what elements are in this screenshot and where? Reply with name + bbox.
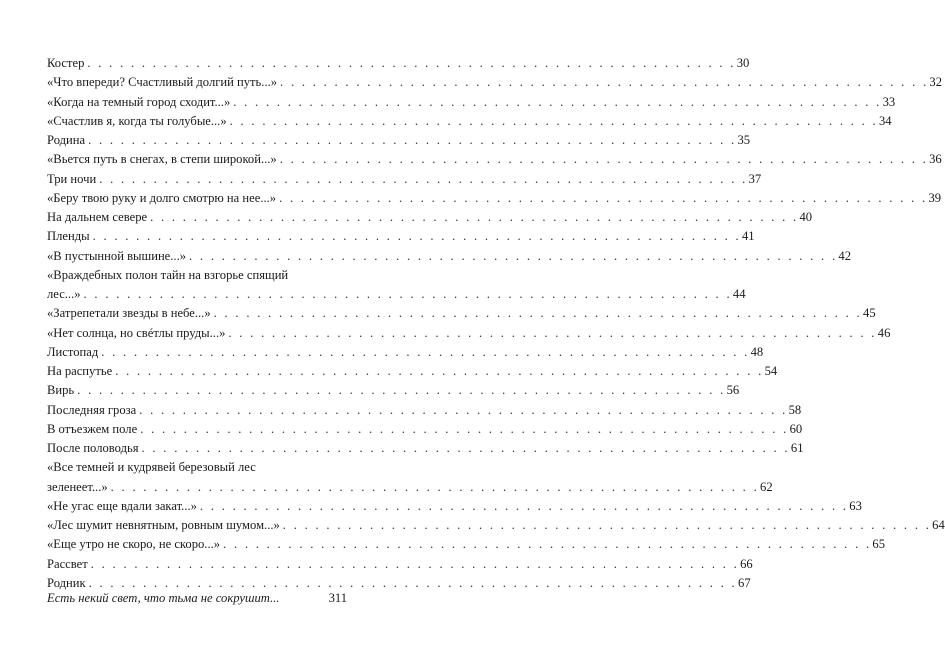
toc-entry-title: «Счастлив я, когда ты голубые...» — [47, 113, 227, 128]
toc-entry-page: 41 — [741, 229, 755, 244]
toc-entry-title: «Не угас еще вдали закат...» — [47, 498, 197, 513]
toc-entry — [47, 439, 804, 458]
toc-entry — [47, 208, 813, 227]
toc-entry — [47, 555, 753, 574]
toc-entry-page: 58 — [788, 402, 802, 417]
toc-entry-page: 54 — [764, 364, 778, 378]
toc-entry-page: 40 — [799, 210, 813, 224]
toc-entry — [47, 247, 851, 266]
toc-entry-page: 42 — [838, 248, 851, 263]
toc-entry-page: 34 — [879, 113, 892, 128]
toc-entry-page: 67 — [738, 575, 751, 590]
dot-leader: . . . . . . . . . . . . . . . . . . . . . . . . . . . . . . . . . . . . . . . . . . . . . . . . . . . . . . . . . . . . — [90, 556, 740, 571]
toc-entry-title: «Что впереди? Счастливый долгий путь...» — [47, 75, 278, 90]
toc-entry — [47, 362, 778, 381]
dot-leader: . . . . . . . . . . . . . . . . . . . . . . . . . . . . . . . . . . . . . . . . . . . . . . . . . . . . . . . . . . . . — [77, 383, 726, 398]
toc-entry — [47, 516, 945, 535]
toc-entry-title: зеленеет...» — [47, 479, 108, 494]
toc-entry — [47, 343, 764, 362]
toc-entry-title: «В пустынной вышине...» — [47, 248, 187, 263]
dot-leader: . . . . . . . . . . . . . . . . . . . . . . . . . . . . . . . . . . . . . . . . . . . . . . . . . . . . . . . . . . . . — [150, 210, 799, 224]
toc-entry — [47, 227, 755, 246]
toc-entry — [47, 170, 762, 189]
toc-entry — [47, 324, 891, 343]
toc-entry-title: Костер — [47, 56, 85, 70]
toc-entry-title: «Все темней и кудрявей березовый лес — [47, 460, 256, 475]
toc-entry-page: 45 — [863, 306, 876, 321]
toc-entry-title: «Когда на темный город сходит...» — [47, 94, 231, 109]
toc-entry-title: «Лес шумит невнятным, ровным шумом...» — [47, 518, 280, 532]
toc-entry-title: «Беру твою руку и долго смотрю на нее...» — [47, 190, 277, 205]
toc-entry — [47, 54, 750, 73]
dot-leader: . . . . . . . . . . . . . . . . . . . . . . . . . . . . . . . . . . . . . . . . . . . . . . . . . . . . . . . . . . . . — [228, 325, 877, 340]
dot-leader: . . . . . . . . . . . . . . . . . . . . . . . . . . . . . . . . . . . . . . . . . . . . . . . . . . . . . . . . . . . . — [199, 498, 849, 513]
dot-leader: . . . . . . . . . . . . . . . . . . . . . . . . . . . . . . . . . . . . . . . . . . . . . . . . . . . . . . . . . . . . — [229, 113, 878, 128]
dot-leader: . . . . . . . . . . . . . . . . . . . . . . . . . . . . . . . . . . . . . . . . . . . . . . . . . . . . . . . . . . . . — [189, 248, 838, 263]
dot-leader: . . . . . . . . . . . . . . . . . . . . . . . . . . . . . . . . . . . . . . . . . . . . . . . . . . . . . . . . . . . . — [139, 402, 788, 417]
toc-entry-page: 46 — [877, 325, 891, 340]
toc-entry-page: 56 — [726, 383, 740, 398]
toc-entry-title: Листопад — [47, 344, 99, 359]
toc-entry-title: Родник — [47, 575, 86, 590]
toc-entry-title: На распутье — [47, 364, 113, 378]
dot-leader: . . . . . . . . . . . . . . . . . . . . . . . . . . . . . . . . . . . . . . . . . . . . . . . . . . . . . . . . . . . . — [101, 344, 750, 359]
toc-entry-page: 44 — [732, 287, 746, 301]
toc-entry-page: 37 — [748, 171, 762, 186]
toc-entry-page: 61 — [790, 441, 804, 455]
toc-entry-title: На дальнем севере — [47, 210, 148, 224]
toc-entry-page: 62 — [760, 479, 773, 494]
toc-entry-title: После половодья — [47, 441, 139, 455]
toc-entry — [47, 131, 751, 150]
toc-entry — [47, 497, 862, 516]
toc-entry — [47, 304, 876, 323]
toc-entry — [47, 401, 802, 420]
toc-entry — [47, 150, 942, 169]
toc-entry-page: 63 — [849, 498, 862, 513]
dot-leader: . . . . . . . . . . . . . . . . . . . . . . . . . . . . . . . . . . . . . . . . . . . . . . . . . . . . . . . . . . . . — [83, 287, 732, 301]
toc-entry — [47, 458, 773, 497]
dot-leader: . . . . . . . . . . . . . . . . . . . . . . . . . . . . . . . . . . . . . . . . . . . . . . . . . . . . . . . . . . . . — [140, 421, 789, 436]
dot-leader: . . . . . . . . . . . . . . . . . . . . . . . . . . . . . . . . . . . . . . . . . . . . . . . . . . . . . . . . . . . . — [280, 75, 929, 90]
dot-leader: . . . . . . . . . . . . . . . . . . . . . . . . . . . . . . . . . . . . . . . . . . . . . . . . . . . . . . . . . . . . — [88, 575, 738, 590]
table-of-contents — [47, 54, 945, 593]
dot-leader: . . . . . . . . . . . . . . . . . . . . . . . . . . . . . . . . . . . . . . . . . . . . . . . . . . . . . . . . . . . . — [141, 441, 790, 455]
dot-leader: . . . . . . . . . . . . . . . . . . . . . . . . . . . . . . . . . . . . . . . . . . . . . . . . . . . . . . . . . . . . — [282, 518, 932, 532]
toc-entry-page: 60 — [789, 421, 803, 436]
dot-leader: . . . . . . . . . . . . . . . . . . . . . . . . . . . . . . . . . . . . . . . . . . . . . . . . . . . . . . . . . . . . — [92, 229, 741, 244]
toc-entry-title: Последняя гроза — [47, 402, 137, 417]
toc-entry-title: «Еще утро не скоро, не скоро...» — [47, 537, 221, 552]
toc-entry — [47, 112, 892, 131]
dot-leader: . . . . . . . . . . . . . . . . . . . . . . . . . . . . . . . . . . . . . . . . . . . . . . . . . . . . . . . . . . . . — [223, 537, 872, 552]
toc-entry-page: 35 — [737, 133, 751, 147]
toc-entry — [47, 93, 896, 112]
toc-entry-title: Вирь — [47, 383, 75, 398]
toc-entry-title: «Вьется путь в снегах, в степи широкой...» — [47, 152, 277, 167]
dot-leader: . . . . . . . . . . . . . . . . . . . . . . . . . . . . . . . . . . . . . . . . . . . . . . . . . . . . . . . . . . . . — [87, 56, 736, 70]
dot-leader: . . . . . . . . . . . . . . . . . . . . . . . . . . . . . . . . . . . . . . . . . . . . . . . . . . . . . . . . . . . . — [115, 364, 764, 378]
footer-book-title: Есть некий свет, что тьма не сокрушит... — [47, 591, 280, 605]
toc-entry-page: 48 — [750, 344, 764, 359]
dot-leader: . . . . . . . . . . . . . . . . . . . . . . . . . . . . . . . . . . . . . . . . . . . . . . . . . . . . . . . . . . . . — [279, 152, 929, 167]
toc-entry-title: Рассвет — [47, 556, 88, 571]
toc-entry-page: 66 — [740, 556, 753, 571]
toc-entry-title: Пленды — [47, 229, 90, 244]
toc-entry-title: В отъезжем поле — [47, 421, 138, 436]
toc-entry — [47, 73, 943, 92]
footer-page-number: 311 — [328, 591, 347, 605]
toc-entry — [47, 189, 942, 208]
toc-entry-page: 30 — [736, 56, 750, 70]
toc-entry-page: 36 — [929, 152, 942, 167]
toc-entry-page: 64 — [932, 518, 945, 532]
dot-leader: . . . . . . . . . . . . . . . . . . . . . . . . . . . . . . . . . . . . . . . . . . . . . . . . . . . . . . . . . . . . — [233, 94, 882, 109]
toc-entry — [47, 381, 740, 400]
toc-entry-title: «Затрепетали звезды в небе...» — [47, 306, 211, 321]
dot-leader: . . . . . . . . . . . . . . . . . . . . . . . . . . . . . . . . . . . . . . . . . . . . . . . . . . . . . . . . . . . . — [110, 479, 760, 494]
toc-entry-title: «Нет солнца, но свéтлы пруды...» — [47, 325, 226, 340]
toc-entry-title: Родина — [47, 133, 86, 147]
toc-entry-page: 65 — [872, 537, 886, 552]
toc-entry-page: 33 — [882, 94, 896, 109]
toc-entry-title: лес...» — [47, 287, 81, 301]
toc-entry-title: «Враждебных полон тайн на взгорье спящий — [47, 267, 289, 282]
running-footer — [47, 591, 347, 606]
toc-entry-page: 39 — [928, 190, 942, 205]
toc-entry — [47, 266, 746, 305]
toc-entry-title: Три ночи — [47, 171, 97, 186]
dot-leader: . . . . . . . . . . . . . . . . . . . . . . . . . . . . . . . . . . . . . . . . . . . . . . . . . . . . . . . . . . . . — [279, 190, 928, 205]
dot-leader: . . . . . . . . . . . . . . . . . . . . . . . . . . . . . . . . . . . . . . . . . . . . . . . . . . . . . . . . . . . . — [88, 133, 737, 147]
toc-entry — [47, 420, 803, 439]
toc-entry — [47, 535, 886, 554]
dot-leader: . . . . . . . . . . . . . . . . . . . . . . . . . . . . . . . . . . . . . . . . . . . . . . . . . . . . . . . . . . . . — [213, 306, 863, 321]
dot-leader: . . . . . . . . . . . . . . . . . . . . . . . . . . . . . . . . . . . . . . . . . . . . . . . . . . . . . . . . . . . . — [99, 171, 748, 186]
toc-entry-page: 32 — [929, 75, 943, 90]
